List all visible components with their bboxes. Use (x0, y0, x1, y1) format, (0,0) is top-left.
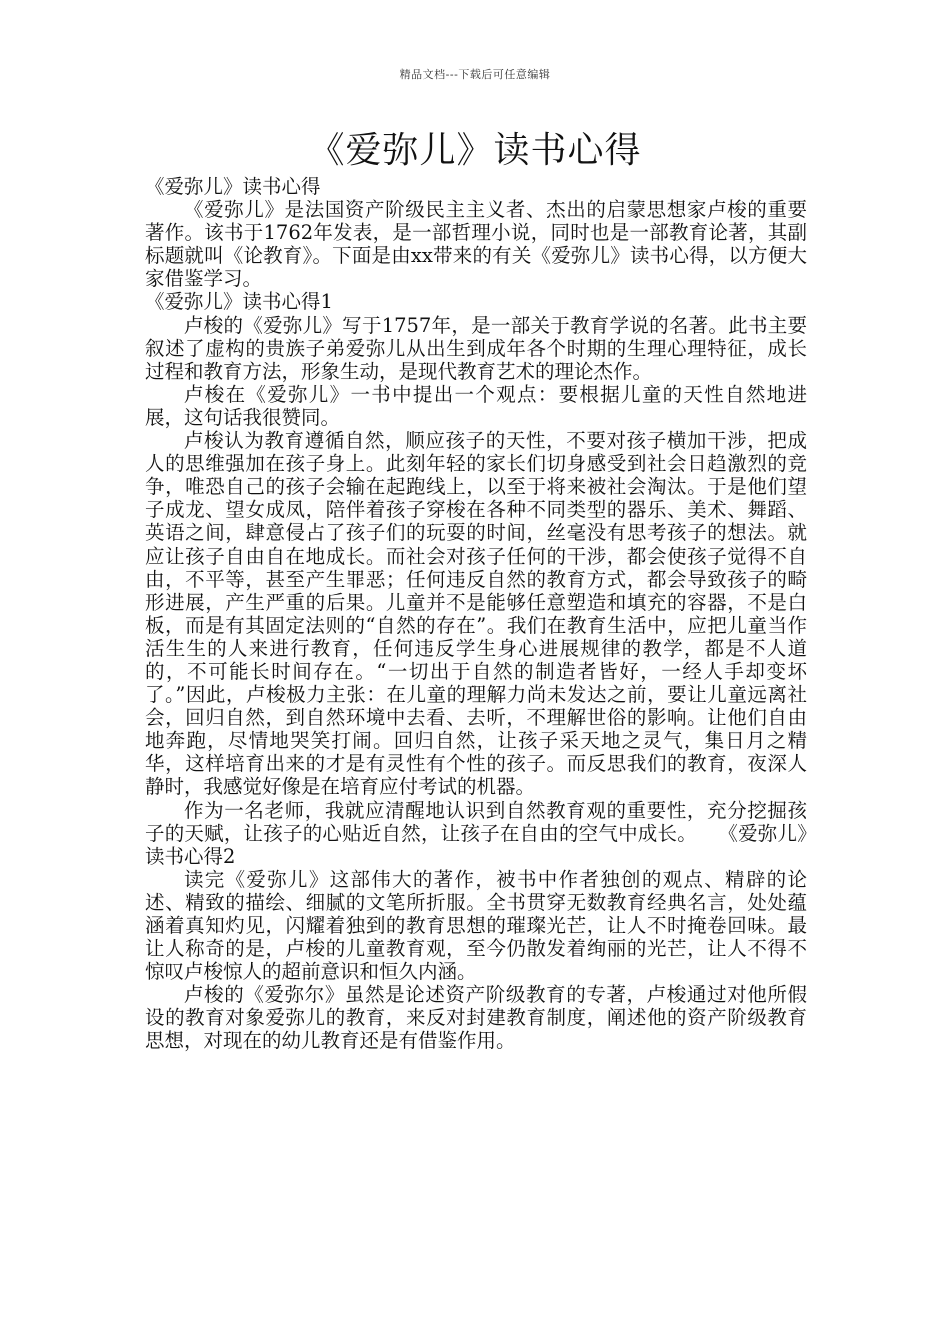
document-body (145, 175, 807, 1053)
section-1-heading: 《爱弥儿》读书心得1 (145, 290, 333, 314)
document-subtitle: 《爱弥儿》读书心得 (145, 175, 321, 198)
document-title: 《爱弥儿》读书心得 (308, 130, 642, 171)
section-1-paragraph-1: 卢梭的《爱弥儿》写于1757年，是一部关于教育学说的名著。此书主要叙述了虚构的贵族子弟爱弥儿从出生到成年各个时期的生理心理特征，成长过程和教育方法，形象生动，是现代教育艺术的理论杰作。 (145, 313, 807, 383)
section-1-paragraph-4 (145, 799, 807, 868)
section-1-paragraph-3: 卢梭认为教育遵循自然，顺应孩子的天性，不要对孩子横加干涉，把成人的思维强加在孩子身上。此刻年轻的家长们切身感受到社会日趋激烈的竞争，唯恐自己的孩子会输在起跑线上，以至于将来被社会淘汰。于是他们望子成龙、望女成凤，陪伴着孩子穿梭在各种不同类型的器乐、美术、舞蹈、英语之间，肆意侵占了孩子们的玩耍的时间，丝毫没有思考孩子的想法。就应让孩子自由自在地成长。而社会对孩子任何的干涉，都会使孩子觉得不自由，不平等，甚至产生罪恶；任何违反自然的教育方式，都会导致孩子的畸形进展，产生严重的后果。儿童并不是能够任意塑造和填充的容器，不是白板，而是有其固定法则的“自然的存在”。我们在教育生活中，应把儿童当作活生生的人来进行教育，任何违反学生身心进展规律的教学，都是不人道的，不可能长时间存在。“一切出于自然的制造者皆好，一经人手却变坏了。”因此，卢梭极力主张：在儿童的理解力尚未发达之前，要让儿童远离社会，回归自然，到自然环境中去看、去听，不理解世俗的影响。让他们自由地奔跑，尽情地哭笑打闹。回归自然，让孩子采天地之灵气，集日月之精华，这样培育出来的才是有灵性有个性的孩子。而反思我们的教育，夜深人静时，我感觉好像是在培育应付考试的机器。 (145, 429, 807, 799)
intro-paragraph: 《爱弥儿》是法国资产阶级民主主义者、杰出的启蒙思想家卢梭的重要著作。该书于1762年发表，是一部哲理小说，同时也是一部教育论著，其副标题就叫《论教育》。下面是由xx带来的有关《爱弥儿》读书心得，以方便大家借鉴学习。 (145, 198, 807, 291)
section-1-paragraph-2: 卢梭在《爱弥儿》一书中提出一个观点：要根据儿童的天性自然地进展，这句话我很赞同。 (145, 382, 807, 429)
page-header: 精品文档---下载后可任意编辑 (399, 68, 551, 81)
section-1-paragraph-4-text: 作为一名老师，我就应清醒地认识到自然教育观的重要性，充分挖掘孩子的天赋，让孩子的心贴近自然，让孩子在自由的空气中成长。 (145, 798, 807, 845)
section-2-paragraph-1: 读完《爱弥儿》这部伟大的著作，被书中作者独创的观点、精辟的论述、精致的描绘、细腻的文笔所折服。全书贯穿无数教育经典名言，处处蕴涵着真知灼见，闪耀着独到的教育思想的璀璨光芒，让人不时掩卷回味。最让人称奇的是，卢梭的儿童教育观，至今仍散发着绚丽的光芒，让人不得不惊叹卢梭惊人的超前意识和恒久内涵。 (145, 867, 807, 984)
section-2-heading: 《爱弥儿》读书心得2 (145, 821, 807, 868)
section-2-paragraph-2: 卢梭的《爱弥尔》虽然是论述资产阶级教育的专著，卢梭通过对他所假设的教育对象爱弥儿的教育，来反对封建教育制度，阐述他的资产阶级教育思想，对现在的幼儿教育还是有借鉴作用。 (145, 983, 807, 1053)
